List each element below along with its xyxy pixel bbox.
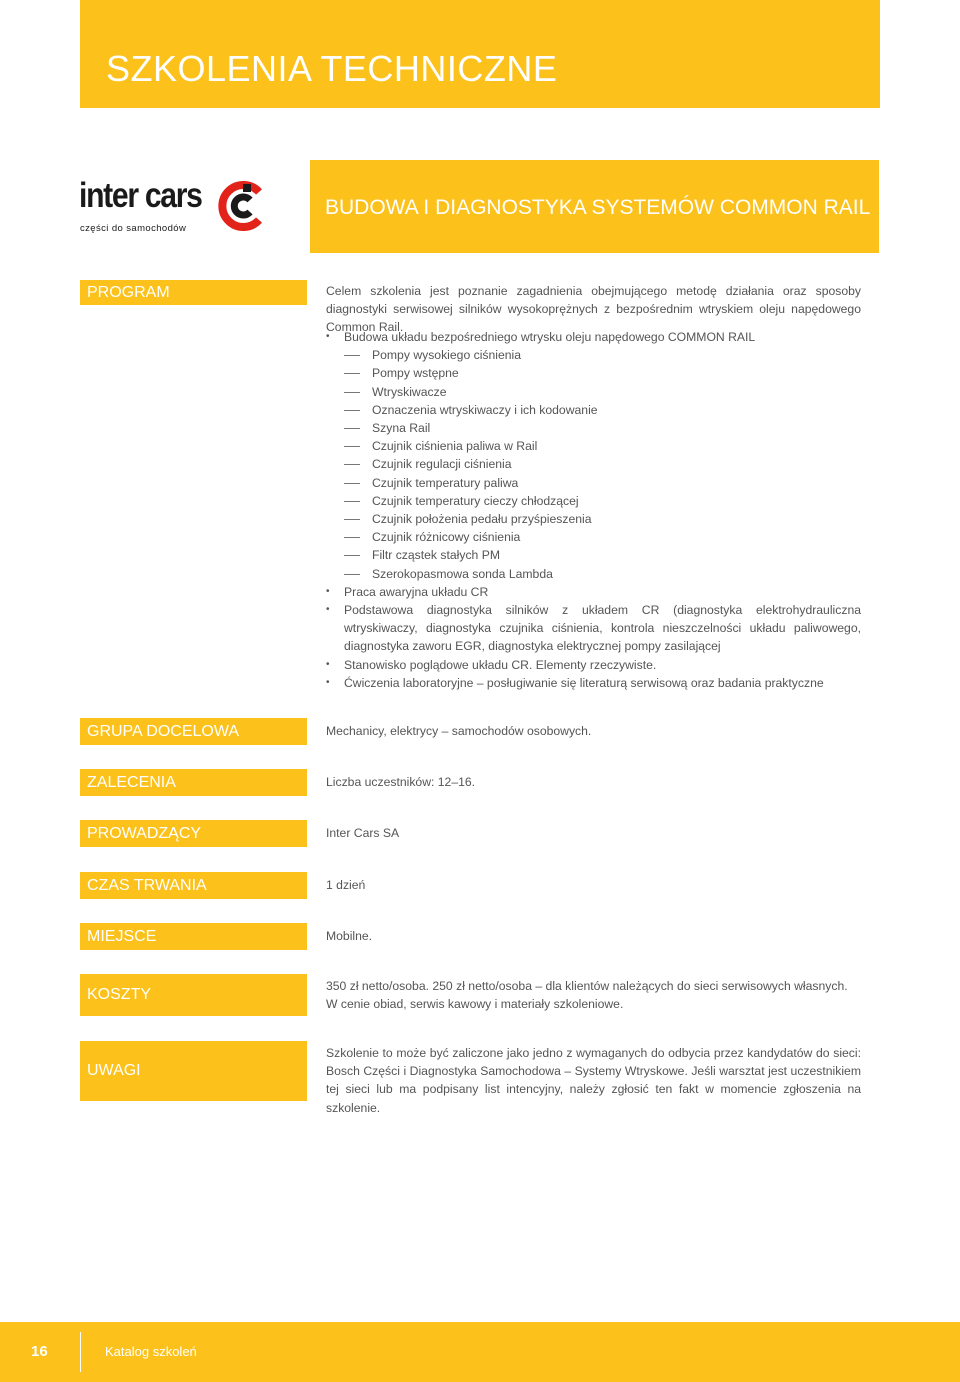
sub-list-item: Czujnik ciśnienia paliwa w Rail	[326, 437, 861, 455]
list-item: • Stanowisko poglądowe układu CR. Elementy rzeczywiste.	[326, 656, 861, 674]
sub-list-item: Filtr cząstek stałych PM	[326, 546, 861, 564]
koszty-line-1: 350 zł netto/osoba. 250 zł netto/osoba – dla klientów należących do sieci serwisowych własnych.	[326, 979, 848, 993]
sub-list-item: Czujnik temperatury paliwa	[326, 474, 861, 492]
miejsce-label-text: MIEJSCE	[87, 927, 157, 945]
sub-list-item: Czujnik temperatury cieczy chłodzącej	[326, 492, 861, 510]
czas-label	[80, 872, 307, 899]
czas-text: 1 dzień	[326, 878, 366, 892]
koszty-line-2: W cenie obiad, serwis kawowy i materiały szkoleniowe.	[326, 997, 624, 1012]
koszty-label-text: KOSZTY	[87, 986, 152, 1003]
prowadzacy-label-text: PROWADZĄCY	[87, 824, 202, 842]
sub-list-item: Szerokopasmowa sonda Lambda	[326, 565, 861, 583]
koszty-text	[326, 977, 861, 1013]
uwagi-label	[80, 1041, 307, 1101]
logo-mark-icon	[217, 180, 267, 232]
zalecenia-label-text: ZALECENIA	[87, 773, 176, 791]
page-number: 16	[31, 1343, 48, 1360]
miejsce-text: Mobilne.	[326, 929, 373, 943]
sub-list-item: Czujnik położenia pedału przyśpieszenia	[326, 510, 861, 528]
logo-wordmark: inter cars	[79, 176, 202, 215]
logo-tagline: części do samochodów	[80, 223, 187, 234]
program-label	[80, 280, 307, 305]
grupa-label	[80, 718, 307, 745]
uwagi-label-text: UWAGI	[87, 1062, 141, 1079]
page-title: SZKOLENIA TECHNICZNE	[106, 48, 558, 89]
zalecenia-label	[80, 769, 307, 796]
sub-list-item: Pompy wstępne	[326, 364, 861, 382]
list-item: • Praca awaryjna układu CR	[326, 583, 861, 601]
sub-list-item: Pompy wysokiego ciśnienia	[326, 346, 861, 364]
footer-divider	[80, 1332, 81, 1372]
program-label-text: PROGRAM	[87, 283, 170, 301]
czas-label-text: CZAS TRWANIA	[87, 876, 207, 894]
koszty-label	[80, 974, 307, 1016]
footer-bar	[0, 1322, 960, 1382]
course-title: BUDOWA I DIAGNOSTYKA SYSTEMÓW COMMON RAIL	[325, 196, 871, 219]
program-intro: Celem szkolenia jest poznanie zagadnienia obejmującego metodę działania oraz sposoby diagnostyki serwisowej silników wysokoprężnych z bezpośrednim wtryskiem oleju napędowego Common Rail.	[326, 284, 861, 335]
sub-list-item: Oznaczenia wtryskiwaczy i ich kodowanie	[326, 401, 861, 419]
list-item: • Ćwiczenia laboratoryjne – posługiwanie się literaturą serwisową oraz badania praktyczne	[326, 674, 861, 692]
uwagi-text: Szkolenie to może być zaliczone jako jedno z wymaganych do odbycia przez kandydatów do sieci: Bosch Części i Diagnostyka Samochodowa – Systemy Wtryskowe. Jeśli warsztat jest uczestnikiem tej sieci lub ma podpisany list intencyjny, należy zgłosić ten fakt w momencie zgłoszenia na szkolenie.	[326, 1046, 861, 1115]
grupa-label-text: GRUPA DOCELOWA	[87, 722, 240, 740]
footer-text: Katalog szkoleń	[105, 1344, 197, 1359]
list-item: • Podstawowa diagnostyka silników z układem CR (diagnostyka elektrohydrauliczna wtryskiwaczy, diagnostyka czujnika ciśnienia, kontrola nieszczelności układu paliwowego, diagnostyka zaworu EGR, diagnostyka elektrycznej pompy zasilającej	[326, 601, 861, 656]
header-banner	[80, 0, 880, 108]
sub-list-item: Wtryskiwacze	[326, 383, 861, 401]
prowadzacy-text: Inter Cars SA	[326, 826, 400, 840]
inter-cars-logo	[79, 176, 279, 236]
zalecenia-text: Liczba uczestników: 12–16.	[326, 775, 476, 789]
miejsce-label	[80, 923, 307, 950]
list-item: • Budowa układu bezpośredniego wtrysku oleju napędowego COMMON RAIL	[326, 328, 861, 346]
prowadzacy-label	[80, 820, 307, 847]
sub-list-item: Czujnik regulacji ciśnienia	[326, 455, 861, 473]
sub-list-item: Czujnik różnicowy ciśnienia	[326, 528, 861, 546]
course-banner	[310, 160, 879, 253]
grupa-text: Mechanicy, elektrycy – samochodów osobowych.	[326, 724, 592, 738]
sub-list-item: Szyna Rail	[326, 419, 861, 437]
program-list	[326, 328, 861, 692]
